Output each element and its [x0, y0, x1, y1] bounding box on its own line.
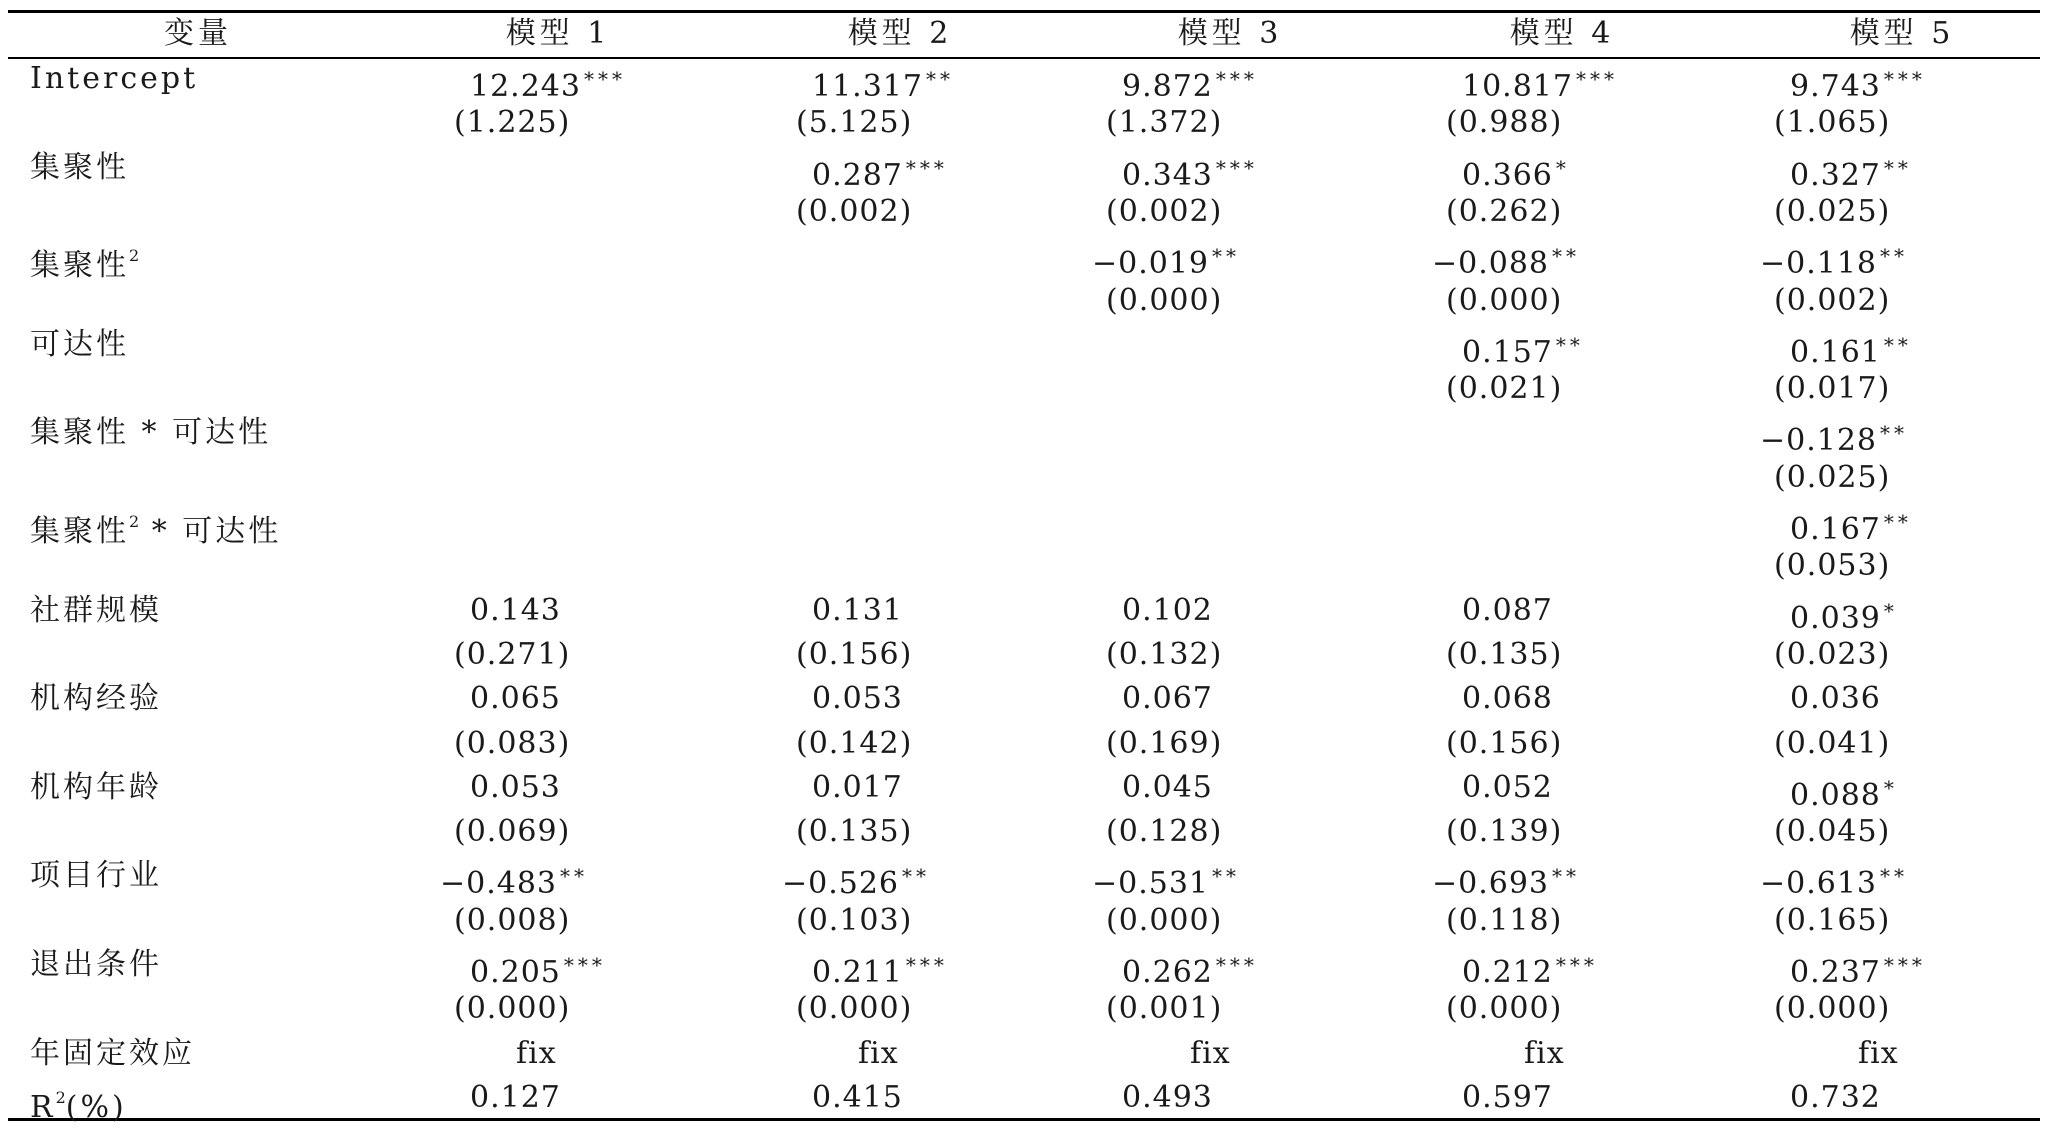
- se-r1-m3: (1.372): [1106, 105, 1223, 141]
- row-label-3: 集聚性$^2$: [30, 246, 140, 284]
- se-r10-m4: (0.118): [1446, 902, 1563, 938]
- coef-r8-m1: 0.065: [470, 681, 561, 717]
- coef-r8-m3: 0.067: [1122, 681, 1213, 717]
- header-model-1: 模型 1: [505, 16, 611, 51]
- coef-r9-m3: 0.045: [1122, 769, 1213, 805]
- coef-r7-m1: 0.143: [470, 592, 561, 628]
- se-r7-m2: (0.156): [796, 636, 913, 672]
- coef-r6-m5: 0.167 **: [1790, 510, 1912, 547]
- r2-m2: 0.415: [812, 1079, 903, 1115]
- se-r5-m5: (0.025): [1774, 459, 1891, 495]
- se-r9-m1: (0.069): [454, 814, 571, 850]
- coef-r2-m5: 0.327 **: [1790, 155, 1912, 193]
- se-r3-m3: (0.000): [1106, 282, 1223, 318]
- se-r2-m3: (0.002): [1106, 193, 1223, 229]
- row-label-7: 社群规模: [30, 592, 162, 628]
- se-r10-m1: (0.008): [454, 902, 571, 938]
- coef-r1-m2: 11.317 **: [812, 67, 954, 104]
- se-r1-m1: (1.225): [454, 105, 571, 141]
- coef-r8-m5: 0.036: [1790, 681, 1881, 717]
- coef-r11-m1: 0.205 ***: [470, 953, 606, 990]
- coef-r8-m2: 0.053: [812, 681, 903, 717]
- coef-r1-m3: 9.872 ***: [1122, 67, 1258, 104]
- se-r8-m3: (0.169): [1106, 725, 1223, 761]
- row-label-11: 退出条件: [30, 947, 162, 982]
- row-label-10: 项目行业: [30, 858, 162, 894]
- coef-r11-m2: 0.211 ***: [812, 953, 948, 990]
- se-r9-m4: (0.139): [1446, 814, 1563, 850]
- se-r10-m2: (0.103): [796, 902, 913, 938]
- se-r7-m3: (0.132): [1106, 636, 1223, 672]
- header-variable: 变量: [164, 16, 232, 51]
- coef-r10-m2: −0.526 **: [782, 864, 931, 902]
- coef-r2-m4: 0.366 *: [1462, 155, 1570, 193]
- coef-r7-m5: 0.039 *: [1790, 598, 1898, 636]
- se-r11-m4: (0.000): [1446, 991, 1563, 1027]
- r2-m5: 0.732: [1790, 1079, 1881, 1115]
- fixed-effect-m3: fix: [1190, 1035, 1231, 1071]
- coef-r5-m5: −0.128 **: [1760, 421, 1909, 459]
- coef-r11-m3: 0.262 ***: [1122, 953, 1258, 990]
- fixed-effect-m2: fix: [858, 1035, 899, 1071]
- coef-r10-m1: −0.483 **: [440, 864, 589, 902]
- se-r8-m4: (0.156): [1446, 725, 1563, 761]
- coef-r11-m5: 0.237 ***: [1790, 953, 1926, 990]
- coef-r9-m1: 0.053: [470, 769, 561, 805]
- fixed-effect-m5: fix: [1858, 1035, 1899, 1071]
- coef-r3-m5: −0.118 **: [1760, 244, 1909, 282]
- se-r2-m5: (0.025): [1774, 193, 1891, 229]
- coef-r4-m4: 0.157 **: [1462, 332, 1584, 370]
- coef-r7-m3: 0.102: [1122, 592, 1213, 628]
- coef-r4-m5: 0.161 **: [1790, 332, 1912, 370]
- se-r4-m4: (0.021): [1446, 371, 1563, 407]
- se-r1-m2: (5.125): [796, 105, 913, 141]
- se-r11-m2: (0.000): [796, 991, 913, 1027]
- se-r7-m5: (0.023): [1774, 636, 1891, 672]
- se-r3-m4: (0.000): [1446, 282, 1563, 318]
- coef-r1-m4: 10.817 ***: [1462, 67, 1618, 104]
- se-r8-m5: (0.041): [1774, 725, 1891, 761]
- row-label-fixed-effects: 年固定效应: [30, 1035, 195, 1071]
- coef-r9-m5: 0.088 *: [1790, 775, 1898, 813]
- coef-r9-m2: 0.017: [812, 769, 903, 805]
- coef-r8-m4: 0.068: [1462, 681, 1553, 717]
- se-r1-m5: (1.065): [1774, 105, 1891, 141]
- se-r11-m1: (0.000): [454, 991, 571, 1027]
- coef-r2-m2: 0.287 ***: [812, 155, 948, 193]
- se-r2-m4: (0.262): [1446, 193, 1563, 229]
- r2-m4: 0.597: [1462, 1079, 1553, 1115]
- coef-r3-m4: −0.088 **: [1432, 244, 1581, 282]
- row-label-6: 集聚性$^2$ * 可达性: [30, 512, 282, 549]
- row-label-8: 机构经验: [30, 681, 162, 717]
- coef-r10-m4: −0.693 **: [1432, 864, 1581, 902]
- se-r8-m2: (0.142): [796, 725, 913, 761]
- se-r11-m3: (0.001): [1106, 991, 1223, 1027]
- row-label-4: 可达性: [30, 326, 129, 362]
- se-r10-m5: (0.165): [1774, 902, 1891, 938]
- se-r9-m3: (0.128): [1106, 814, 1223, 850]
- coef-r7-m4: 0.087: [1462, 592, 1553, 628]
- se-r10-m3: (0.000): [1106, 902, 1223, 938]
- table-bottom-rule: [8, 1118, 2040, 1121]
- se-r9-m2: (0.135): [796, 814, 913, 850]
- fixed-effect-m4: fix: [1524, 1035, 1565, 1071]
- r2-m3: 0.493: [1122, 1079, 1213, 1115]
- coef-r3-m3: −0.019 **: [1092, 244, 1241, 282]
- header-model-4: 模型 4: [1509, 16, 1615, 51]
- row-label-9: 机构年龄: [30, 769, 162, 805]
- table-top-rule: [8, 10, 2040, 13]
- se-r1-m4: (0.988): [1446, 105, 1563, 141]
- se-r6-m5: (0.053): [1774, 548, 1891, 584]
- row-label-5: 集聚性 * 可达性: [30, 415, 272, 451]
- se-r4-m5: (0.017): [1774, 371, 1891, 407]
- se-r3-m5: (0.002): [1774, 282, 1891, 318]
- coef-r11-m4: 0.212 ***: [1462, 953, 1598, 990]
- row-label-1: Intercept: [30, 61, 199, 96]
- coef-r1-m5: 9.743 ***: [1790, 67, 1926, 104]
- header-model-5: 模型 5: [1849, 16, 1955, 51]
- row-label-2: 集聚性: [30, 149, 129, 185]
- coef-r7-m2: 0.131: [812, 592, 903, 628]
- coef-r10-m5: −0.613 **: [1760, 864, 1909, 902]
- se-r9-m5: (0.045): [1774, 814, 1891, 850]
- coef-r9-m4: 0.052: [1462, 769, 1553, 805]
- coef-r1-m1: 12.243 ***: [470, 67, 626, 104]
- se-r7-m4: (0.135): [1446, 636, 1563, 672]
- r2-m1: 0.127: [470, 1079, 561, 1115]
- fixed-effect-m1: fix: [516, 1035, 557, 1071]
- se-r2-m2: (0.002): [796, 193, 913, 229]
- se-r8-m1: (0.083): [454, 725, 571, 761]
- row-label-r2: $R^2(\%)$: [30, 1087, 127, 1125]
- table-header-rule: [8, 57, 2040, 59]
- coef-r2-m3: 0.343 ***: [1122, 155, 1258, 193]
- header-model-2: 模型 2: [847, 16, 953, 51]
- se-r7-m1: (0.271): [454, 636, 571, 672]
- se-r11-m5: (0.000): [1774, 991, 1891, 1027]
- coef-r10-m3: −0.531 **: [1092, 864, 1241, 902]
- header-model-3: 模型 3: [1177, 16, 1283, 51]
